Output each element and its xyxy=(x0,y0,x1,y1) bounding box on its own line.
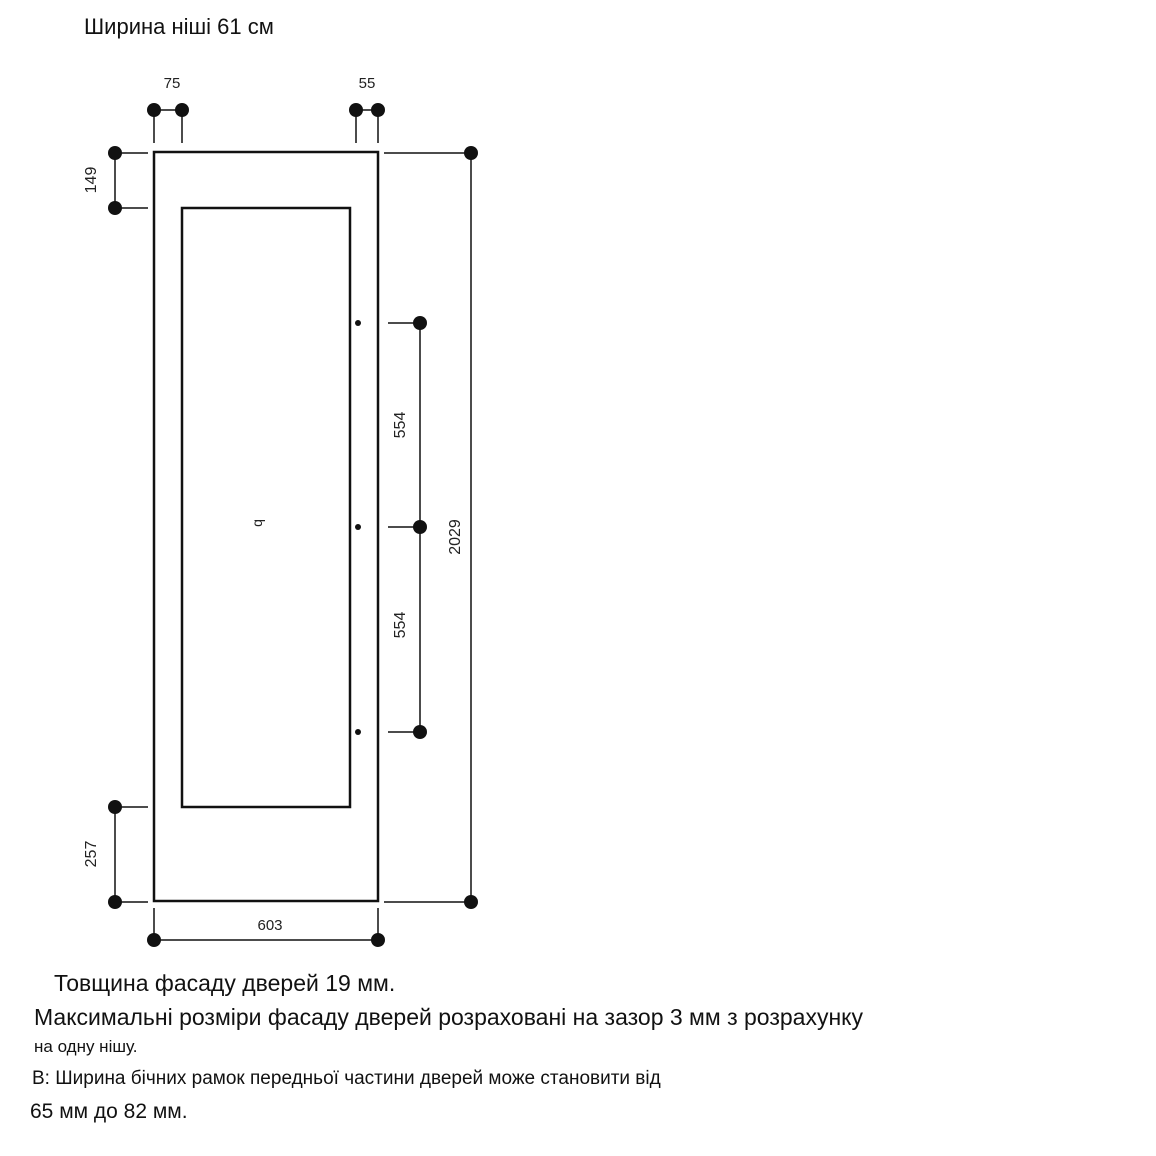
dimension-dot xyxy=(175,103,189,117)
bottom-rail-label: 257 xyxy=(83,840,100,868)
top-rail-label: 149 xyxy=(83,166,100,194)
center-mark: q xyxy=(249,519,265,527)
dimension-dot xyxy=(371,103,385,117)
dimension-dot xyxy=(108,895,122,909)
hinge-spacing-lower-label: 554 xyxy=(392,611,409,639)
hinge-spacing-upper-label: 554 xyxy=(392,411,409,439)
dimension-dot xyxy=(108,146,122,160)
dimension-dot xyxy=(371,933,385,947)
hinge-mark xyxy=(355,729,361,735)
inner-panel xyxy=(182,208,350,807)
dimension-dot xyxy=(464,146,478,160)
dimension-dot xyxy=(413,316,427,330)
max-size-note: Максимальні розміри фасаду дверей розраховані на зазор 3 мм з розрахунку xyxy=(34,1004,863,1030)
dimension-dot xyxy=(413,725,427,739)
dimension-dot xyxy=(413,520,427,534)
dimension-dot xyxy=(147,933,161,947)
per-niche-note: на одну нішу. xyxy=(34,1037,138,1056)
bottom-rail-dimension xyxy=(115,807,148,902)
top-rail-dimension xyxy=(115,153,148,208)
dimension-dot xyxy=(464,895,478,909)
height-label: 2029 xyxy=(447,519,464,555)
hinge-mark xyxy=(355,320,361,326)
dimension-dot xyxy=(108,800,122,814)
dimension-dot xyxy=(147,103,161,117)
frame-width-note: В: Ширина бічних рамок передньої частини дверей може становити від xyxy=(32,1068,661,1089)
left-stile-label: 75 xyxy=(163,75,181,92)
niche-width-title: Ширина ніші 61 см xyxy=(84,14,274,39)
dimension-dot xyxy=(108,201,122,215)
hinge-mark xyxy=(355,524,361,530)
width-label: 603 xyxy=(257,917,283,934)
frame-range-note: 65 мм до 82 мм. xyxy=(30,1100,188,1123)
dimension-dot xyxy=(349,103,363,117)
thickness-note: Товщина фасаду дверей 19 мм. xyxy=(54,970,396,996)
right-stile-label: 55 xyxy=(358,75,376,92)
